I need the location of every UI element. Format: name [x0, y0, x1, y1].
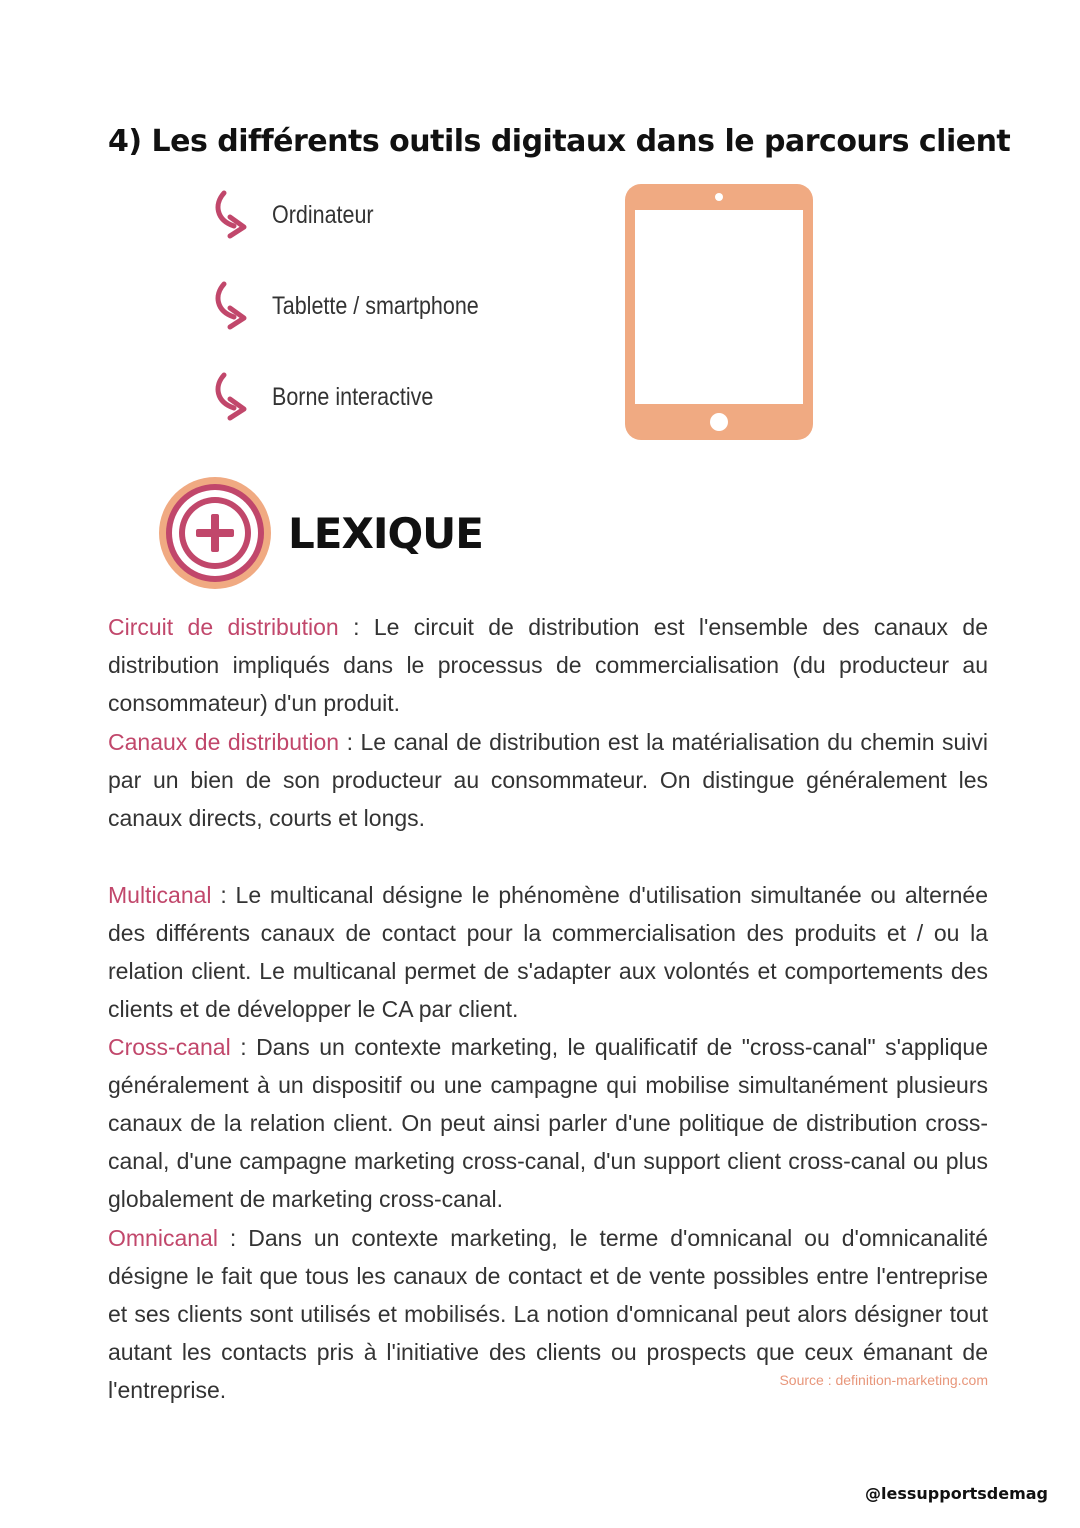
glossary-entry [108, 1028, 988, 1218]
curved-arrow-icon [210, 190, 256, 240]
plus-circle-icon [158, 476, 272, 590]
lexique-title: LEXIQUE [288, 508, 483, 558]
glossary-entry [108, 608, 988, 722]
tool-item-tablette [210, 281, 512, 331]
glossary-term: Circuit de distribution [108, 614, 339, 640]
tablet-icon [625, 184, 813, 440]
glossary-definition: Le multicanal désigne le phénomène d'utilisation simultanée ou alternée des différents canaux de contact pour la commercialisation des produits et / ou la relation client. Le multicanal permet de s'adapter aux volontés et comportements des clients et de développer le CA par client. [108, 882, 988, 1022]
tool-label: Borne interactive [272, 382, 434, 411]
tool-item-ordinateur [210, 190, 390, 240]
glossary-term: Cross-canal [108, 1034, 231, 1060]
tool-label: Tablette / smartphone [272, 291, 479, 320]
glossary-definition: Le canal de distribution est la matérialisation du chemin suivi par un bien de son producteur au consommateur. On distingue généralement les canaux directs, courts et longs. [108, 729, 989, 831]
curved-arrow-icon [210, 281, 256, 331]
glossary-entry [108, 723, 988, 837]
glossary-definition: Le circuit de distribution est l'ensemble des canaux de distribution impliqués dans le processus de commercialisation (du producteur au consommateur) d'un produit. [108, 614, 988, 716]
glossary-separator: : [217, 1225, 249, 1251]
glossary-separator: : [339, 729, 361, 755]
source-citation: Source : definition-marketing.com [779, 1372, 988, 1388]
glossary-entry [108, 876, 988, 1028]
glossary-term: Canaux de distribution [108, 729, 340, 755]
glossary-term: Omnicanal [108, 1225, 218, 1251]
glossary-term: Multicanal [108, 882, 212, 908]
glossary-separator: : [230, 1034, 257, 1060]
page-title: 4) Les différents outils digitaux dans le parcours client [108, 124, 1011, 160]
glossary-separator: : [211, 882, 236, 908]
curved-arrow-icon [210, 372, 256, 422]
glossary-definition: Dans un contexte marketing, le terme d'omnicanal ou d'omnicanalité désigne le fait que tous les canaux de contact et de vente possibles entre l'entreprise et ses clients sont utilisés et mobilisés. La notion d'omnicanal peut alors désigner tout autant les contacts pris à l'initiative des clients ou prospects que ceux émanant de l'entreprise. [108, 1225, 989, 1403]
glossary-separator: : [338, 614, 374, 640]
glossary-definition: Dans un contexte marketing, le qualificatif de "cross-canal" s'applique généralement à un dispositif ou une campagne qui mobilise simultanément plusieurs canaux de la relation client. On peut ainsi parler d'une politique de distribution cross-canal, d'une campagne marketing cross-canal, d'un support client cross-canal ou plus globalement de marketing cross-canal. [108, 1034, 988, 1212]
tool-item-borne [210, 372, 460, 422]
lexique-header [158, 476, 483, 590]
tool-label: Ordinateur [272, 200, 374, 229]
author-handle: @lessupportsdemag [865, 1484, 1048, 1503]
